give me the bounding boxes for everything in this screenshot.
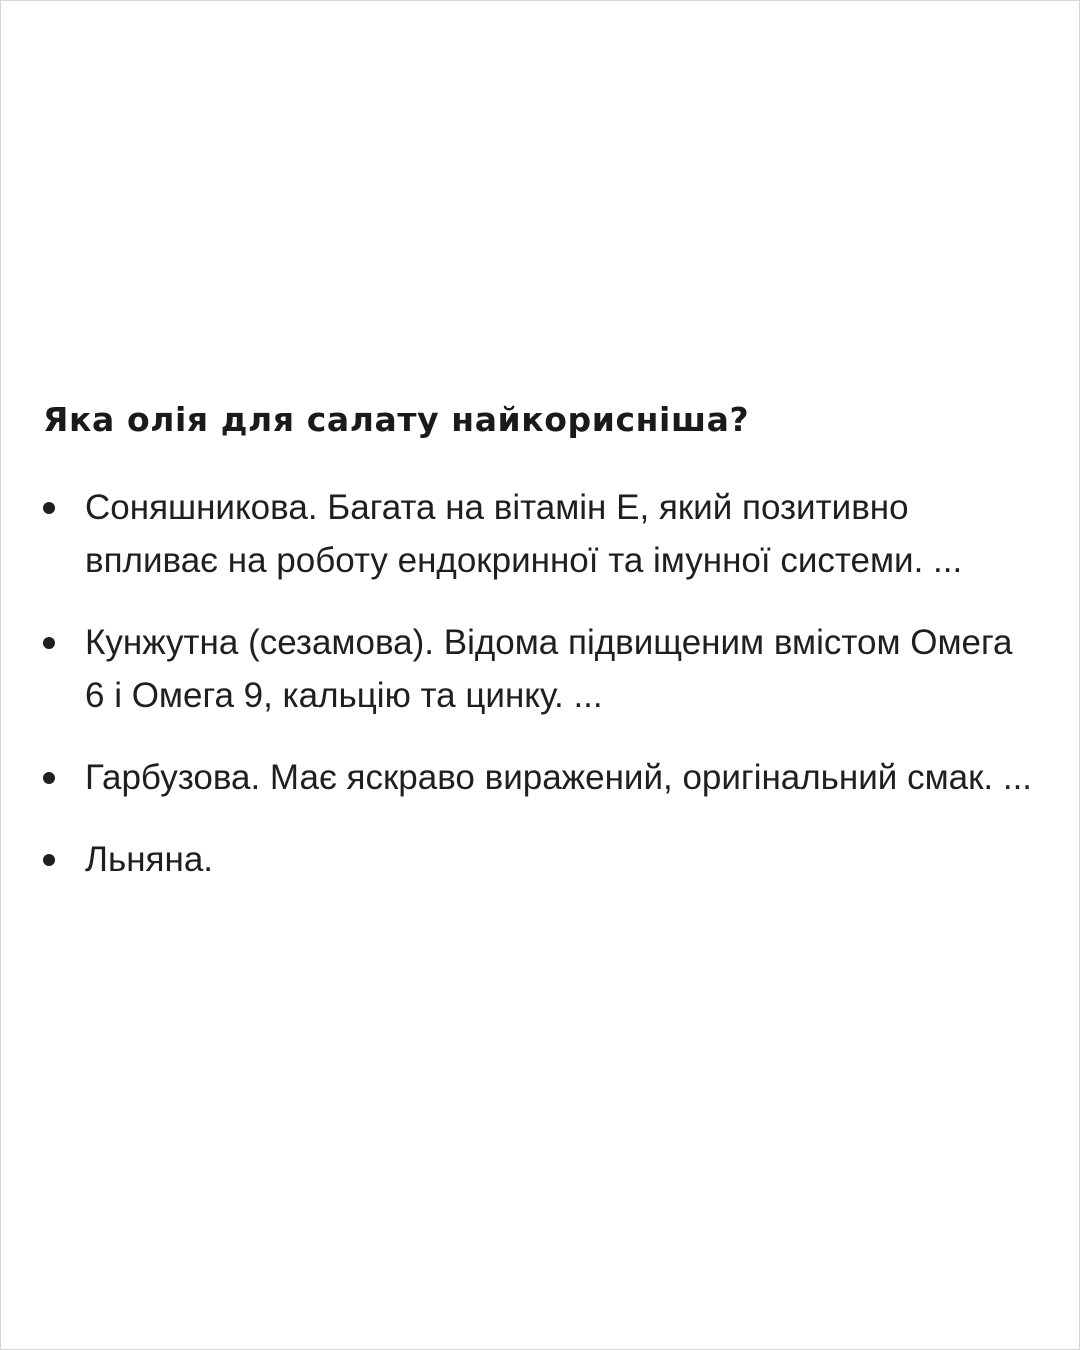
list-item-text: Гарбузова. Має яскраво виражений, оригінальний смак. ... xyxy=(85,757,1033,797)
answer-block xyxy=(43,401,1033,915)
list-item-text: Кунжутна (сезамова). Відома підвищеним вмістом Омега 6 і Омега 9, кальцію та цинку. ... xyxy=(85,622,1013,715)
question-heading: Яка олія для салату найкорисніша? xyxy=(43,400,750,439)
list-item-text: Соняшникова. Багата на вітамін Е, який позитивно впливає на роботу ендокринної та імунної системи. ... xyxy=(85,487,963,580)
list-item xyxy=(43,616,1033,722)
list-item xyxy=(43,751,1033,804)
bullet-icon xyxy=(43,854,55,866)
list-item xyxy=(43,481,1033,587)
bullet-icon xyxy=(43,772,55,784)
answer-list xyxy=(43,481,1033,886)
list-item xyxy=(43,833,1033,886)
bullet-icon xyxy=(43,502,55,514)
list-item-text: Льняна. xyxy=(85,839,214,879)
bullet-icon xyxy=(43,637,55,649)
